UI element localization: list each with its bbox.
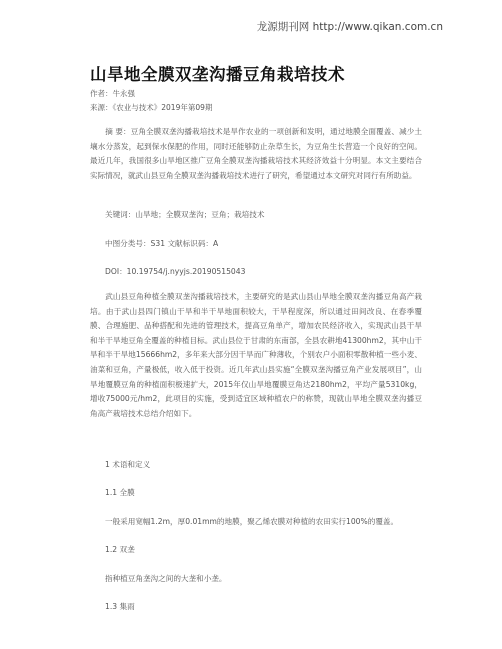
article-source: 来源：《农业与技术》2019年第09期	[90, 103, 213, 112]
site-header: 龙源期刊网 http://www.qikan.com.cn	[256, 21, 443, 33]
section-heading: 1.1 全膜	[105, 488, 135, 497]
article-abstract: 摘 要：豆角全膜双垄沟播栽培技术是旱作农业的一项创新和发明，通过地膜全面覆盖、减少土壤水分蒸发，起到保水保肥的作用，同时还能够防止杂草生长，为豆角生长营造一个良好的空间。最近几年，我国很多山旱地区推广豆角全膜双垄沟播栽培技术其经济效益十分明显。本文主要结合实际情况，就武山县豆角全膜双垄沟播栽培技术进行了研究，希望通过本文研究对同行有所助益。	[90, 127, 422, 180]
section-heading: 1.3 集雨	[105, 602, 135, 611]
article-keywords: 关键词：山旱地；全膜双垄沟；豆角；栽培技术	[105, 210, 265, 219]
article-intro: 武山县豆角种植全膜双垄沟播栽培技术，主要研究的是武山县山旱地全膜双垄沟播豆角高产栽培。由于武山县四门镇山干旱和半干旱地面积较大，干旱程度深，所以通过田间改良、在春季覆膜、合理施肥、品种搭配和先进的管理技术，提高豆角单产，增加农民经济收入，实现武山县干旱和半干旱地豆角全覆盖的种植目标。武山县位于甘肃的东南部，全县农耕地41300hm2，其中山干旱和半干旱地15666hm2，多年来大部分因干旱而广种薄收，个别农户小面积零散种植一些小麦、油菜和豆角，产量极低，收入低于投资。近几年武山县实施“全膜双垄沟播豆角产业发展项目”，山旱地覆膜豆角的种植面积极速扩大，2015年仅山旱地覆膜豆角达2180hm2，平均产量5310kg，增收75000元/hm2，此项目的实施，受到适宜区域种植农户的称赞，现就山旱地全膜双垄沟播豆角高产栽培技术总结介绍如下。	[90, 292, 422, 418]
article-author: 作者：牛永强	[90, 89, 135, 98]
article-doi: DOI：10.19754/j.nyyjs.20190515043	[105, 267, 246, 276]
section-text: 指种植豆角垄沟之间的大垄和小垄。	[105, 574, 227, 583]
article-title: 山旱地全膜双垄沟播豆角栽培技术	[90, 65, 345, 84]
article-classification: 中图分类号：S31 文献标识码：A	[105, 239, 219, 248]
section-heading: 1.2 双垄	[105, 545, 135, 554]
section-text: 一般采用宽幅1.2m，厚0.01mm的地膜，聚乙烯农膜对种植的农田实行100%的覆盖。	[105, 517, 399, 526]
section-heading: 1 术语和定义	[105, 460, 151, 469]
